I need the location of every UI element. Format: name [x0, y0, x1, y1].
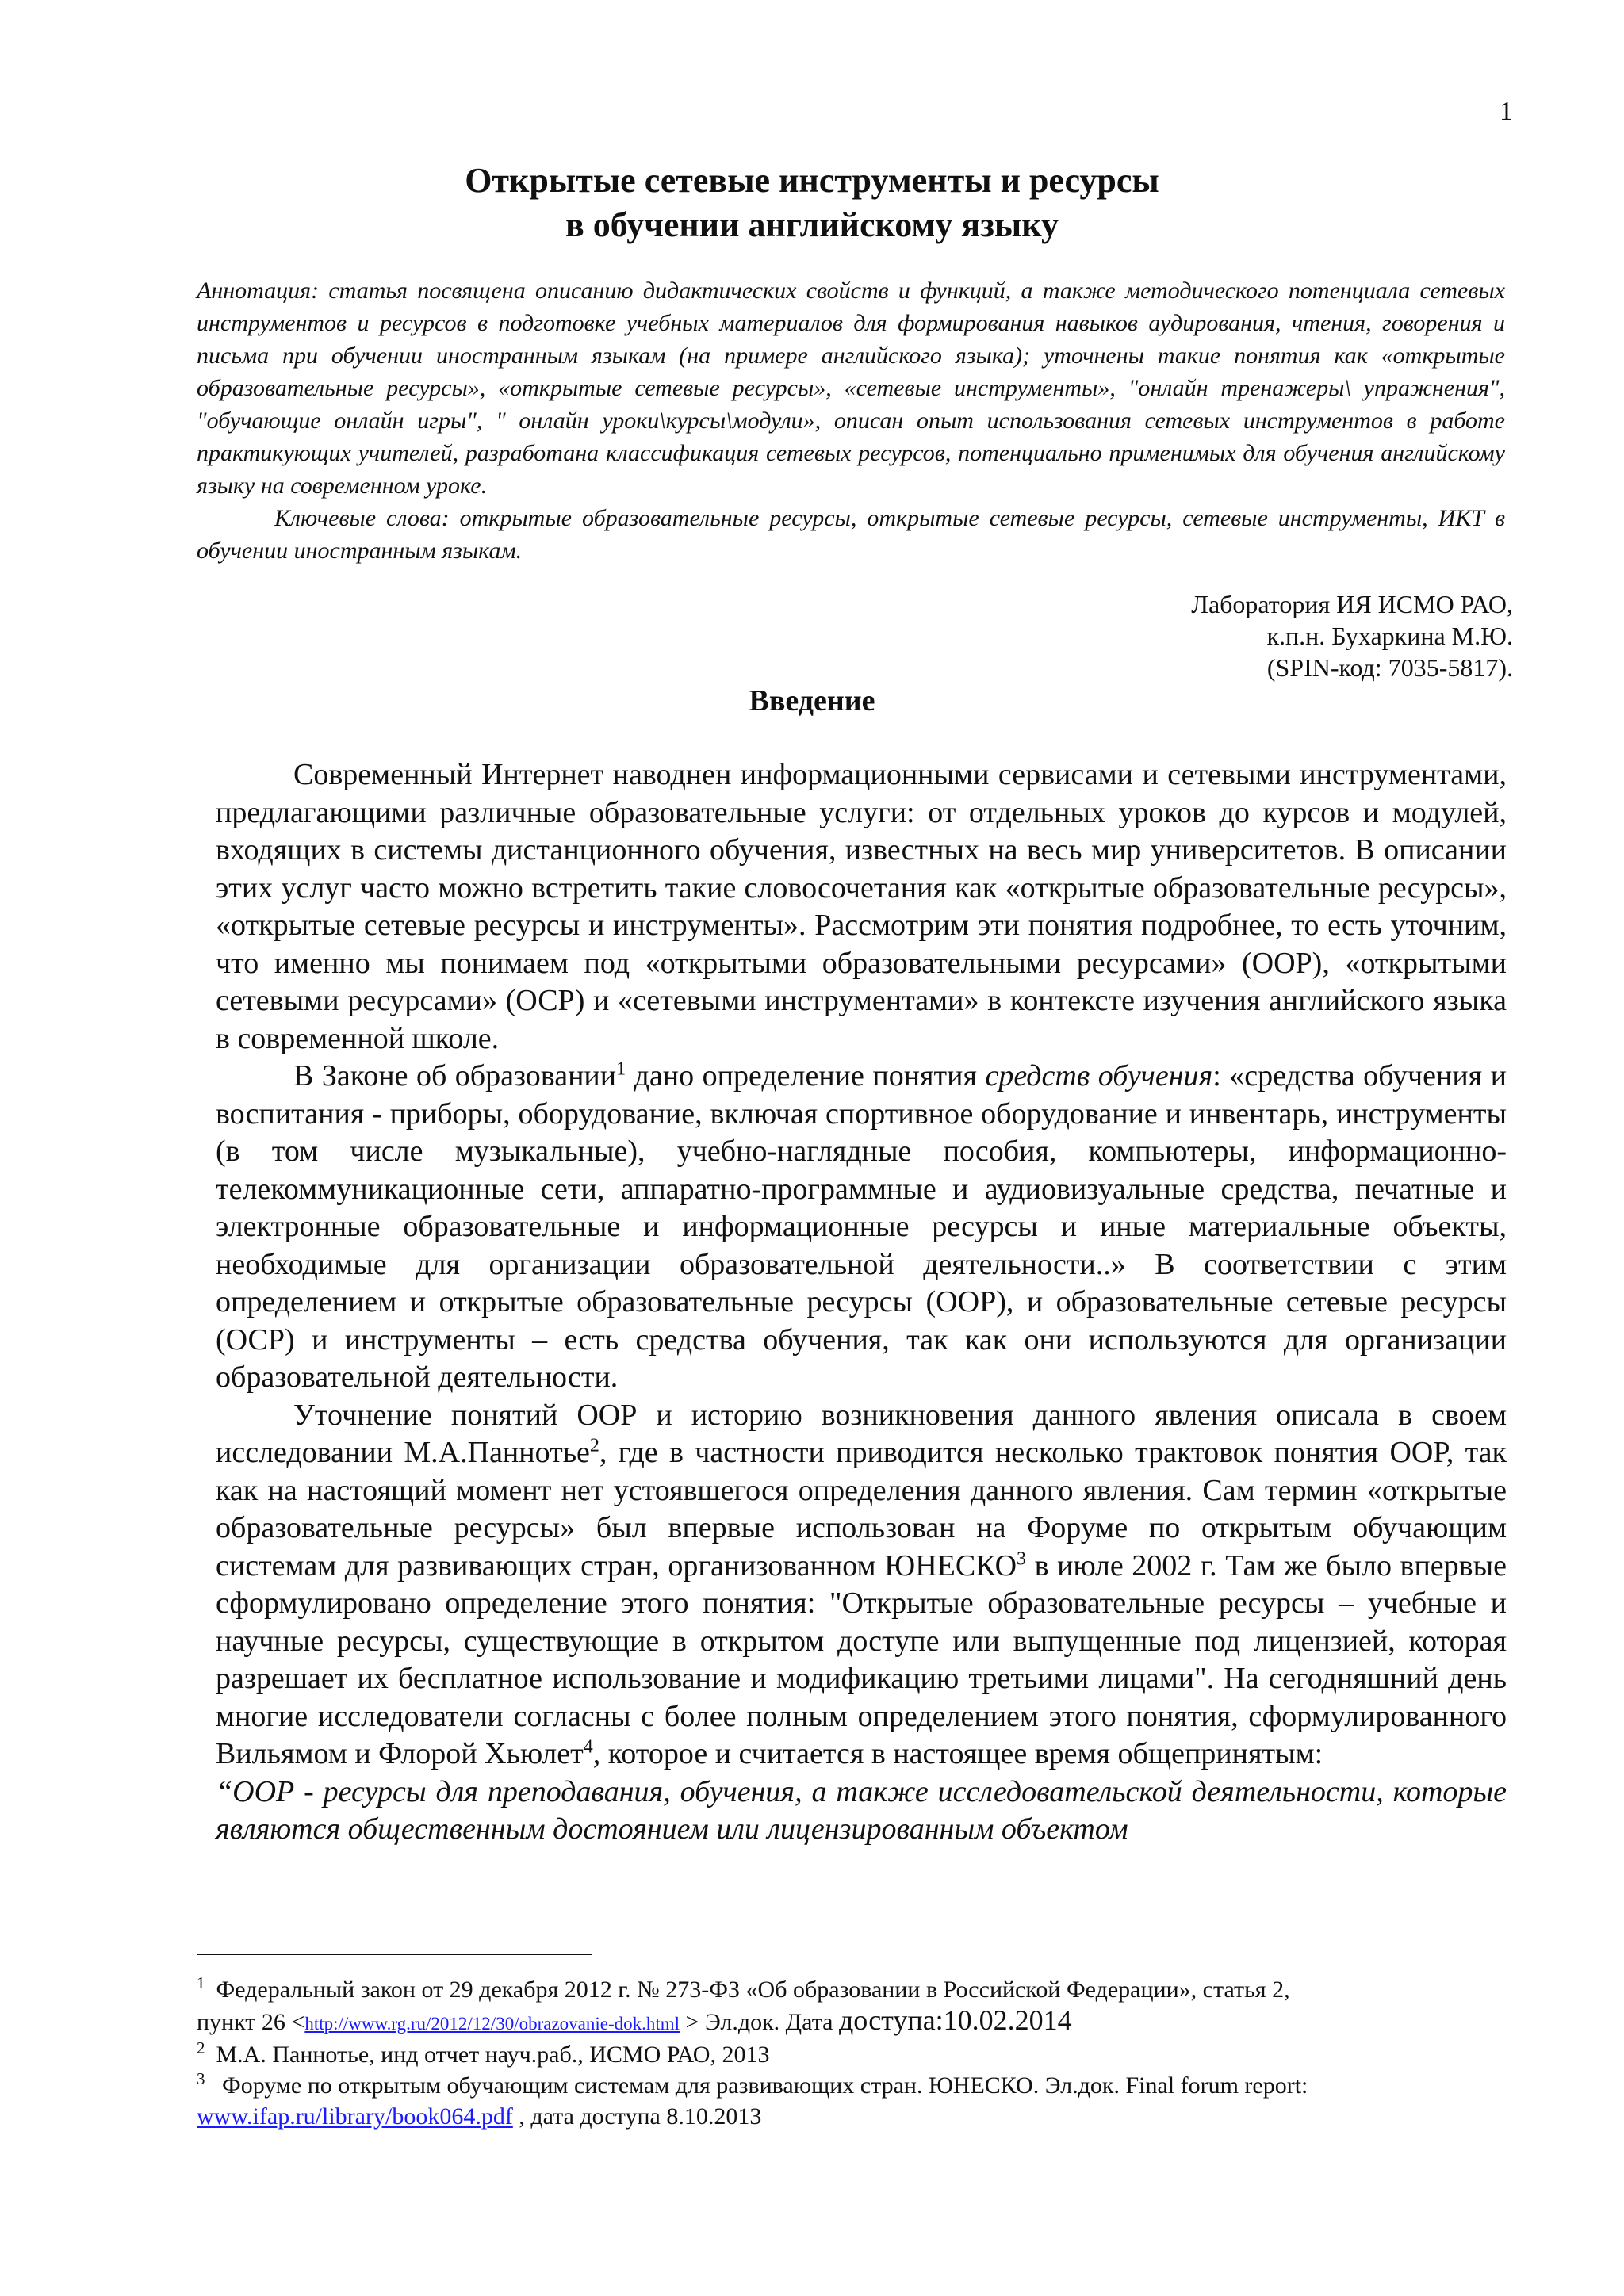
footnote-2-text: М.А. Паннотье, инд отчет науч.раб., ИСМО РАО, 2013: [216, 2042, 770, 2068]
footnote-3-text: Форуме по открытым обучающим системам для развивающих стран. ЮНЕСКО. Эл.док. Final forum report:: [216, 2072, 1308, 2099]
footnote-3-continued: [197, 2101, 1513, 2132]
p3-text-b: , где в частности приводится несколько трактовок понятия ООР, так как на настоящий момент нет устоявшегося определения данного явления. Сам термин «открытые образовательные ресурсы» был впервые использован на Форуме по открытым обучающим системам для развивающих стран, организованном ЮНЕСКО: [216, 1436, 1507, 1582]
abstract: [197, 274, 1505, 567]
abstract-text: Аннотация: статья посвящена описанию дидактических свойств и функций, а также методического потенциала сетевых инструментов и ресурсов в подготовке учебных материалов для формирования навыков аудирования, чтения, говорения и письма при обучении иностранным языкам (на примере английского языка); уточнены такие понятия как «открытые образовательные ресурсы», «открытые сетевые ресурсы», «сетевые инструменты», "онлайн тренажеры\ упражнения", "обучающие онлайн игры", " онлайн уроки\курсы\модули», описан опыт использования сетевых инструментов в работе практикующих учителей, разработана классификация сетевых ресурсов, потенциально применимых для обучения английскому языку на современном уроке.: [197, 277, 1505, 499]
footnote-1-continued: [197, 2005, 1513, 2039]
footnote-ref-2[interactable]: 2: [589, 1435, 599, 1456]
title-line-2: в обучении английскому языку: [565, 205, 1059, 244]
paragraph-2: [216, 1058, 1507, 1397]
footnote-1-link[interactable]: http://www.rg.ru/2012/12/30/obrazovanie-dok.html: [304, 2014, 680, 2034]
p3-text-d: , которое и считается в настоящее время общепринятым:: [592, 1737, 1323, 1770]
paragraph-3: [216, 1397, 1507, 1774]
p2-text-b: дано определение понятия: [626, 1059, 986, 1093]
p2-italic-term: средств обучения: [985, 1059, 1213, 1093]
keywords: Ключевые слова: открытые образовательные ресурсы, открытые сетевые ресурсы, сетевые инструменты, ИКТ в обучении иностранным языкам.: [197, 505, 1505, 564]
affiliation-author: к.п.н. Бухаркина М.Ю.: [1266, 622, 1513, 650]
title-line-1: Открытые сетевые инструменты и ресурсы: [465, 161, 1159, 200]
affiliation-lab: Лаборатория ИЯ ИСМО РАО,: [1191, 590, 1513, 618]
page-number: 1: [1500, 97, 1513, 126]
footnote-1-date: доступа:10.02.2014: [838, 2004, 1072, 2036]
p2-text-c: : «средства обучения и воспитания - приборы, оборудование, включая спортивное оборудование и инвентарь, инструменты (в том числе музыкальные), учебно-наглядные пособия, компьютеры, информационно-телекоммуникационные сети, аппаратно-программные и аудиовизуальные средства, печатные и электронные образовательные и информационные ресурсы и иные материальные объекты, необходимые для организации образовательной деятельности..» В соответствии с этим определением и открытые образовательные ресурсы (ООР), и образовательные сетевые ресурсы (ОСР) и инструменты – есть средства обучения, так как они используются для организации образовательной деятельности.: [216, 1059, 1507, 1394]
footnote-separator: [197, 1954, 592, 1955]
footnote-1-text: Федеральный закон от 29 декабря 2012 г. № 273-ФЗ «Об образовании в Российской Федерации», статья 2,: [216, 1976, 1290, 2003]
p2-text-a: В Законе об образовании: [293, 1059, 617, 1093]
footnote-1-after: > Эл.док. Дата: [680, 2009, 839, 2035]
p3-text-a: Уточнение понятий ООР и историю возникновения данного явления описала в своем исследовании М.А.Паннотье: [216, 1398, 1507, 1469]
footnote-3-number: 3: [197, 2069, 205, 2088]
footnote-ref-4[interactable]: 4: [583, 1736, 593, 1758]
footnotes: [197, 1974, 1513, 2132]
footnote-3: [197, 2070, 1513, 2101]
footnote-1: [197, 1974, 1513, 2005]
footnote-ref-3[interactable]: 3: [1017, 1548, 1027, 1569]
footnote-1-number: 1: [197, 1973, 205, 1992]
affiliation-spin: (SPIN-код: 7035-5817).: [1266, 653, 1513, 682]
section-heading: Введение: [749, 684, 875, 718]
footnote-2: [197, 2039, 1513, 2070]
paragraph-1: Современный Интернет наводнен информационными сервисами и сетевыми инструментами, предлагающими различные образовательные услуги: от отдельных уроков до курсов и модулей, входящих в системы дистанционного обучения, известных на весь мир университетов. В описании этих услуг часто можно встретить такие словосочетания как «открытые образовательные ресурсы», «открытые сетевые ресурсы и инструменты». Рассмотрим эти понятия подробнее, то есть уточним, что именно мы понимаем под «открытыми образовательными ресурсами» (ООР), «открытыми сетевыми ресурсами» (ОСР) и «сетевыми инструментами» в контексте изучения английского языка в современной школе.: [216, 758, 1507, 1055]
footnote-2-number: 2: [197, 2038, 205, 2057]
affiliation: [1191, 588, 1513, 683]
body-text: [216, 753, 1507, 1849]
footnote-ref-1[interactable]: 1: [616, 1058, 626, 1080]
footnote-3-after: , дата доступа 8.10.2013: [512, 2103, 762, 2130]
footnote-1-prefix: пункт 26 <: [197, 2009, 305, 2035]
footnote-3-link[interactable]: www.ifap.ru/library/book064.pdf: [197, 2103, 513, 2130]
quote-paragraph: “ООР - ресурсы для преподавания, обучения, а также исследовательской деятельности, которые являются общественным достоянием или лицензированным объектом: [216, 1774, 1507, 1846]
paper-title: [0, 159, 1624, 247]
p3-text-c: в июле 2002 г. Там же было впервые сформулировано определение этого понятия: "Открытые образовательные ресурсы – учебные и научные ресурсы, существующие в открытом доступе или выпущенные под лицензией, которая разрешает их бесплатное использование и модификацию третьими лицами". На сегодняшний день многие исследователи согласны с более полным определением этого понятия, сформулированного Вильямом и Флорой Хьюлет: [216, 1548, 1507, 1770]
